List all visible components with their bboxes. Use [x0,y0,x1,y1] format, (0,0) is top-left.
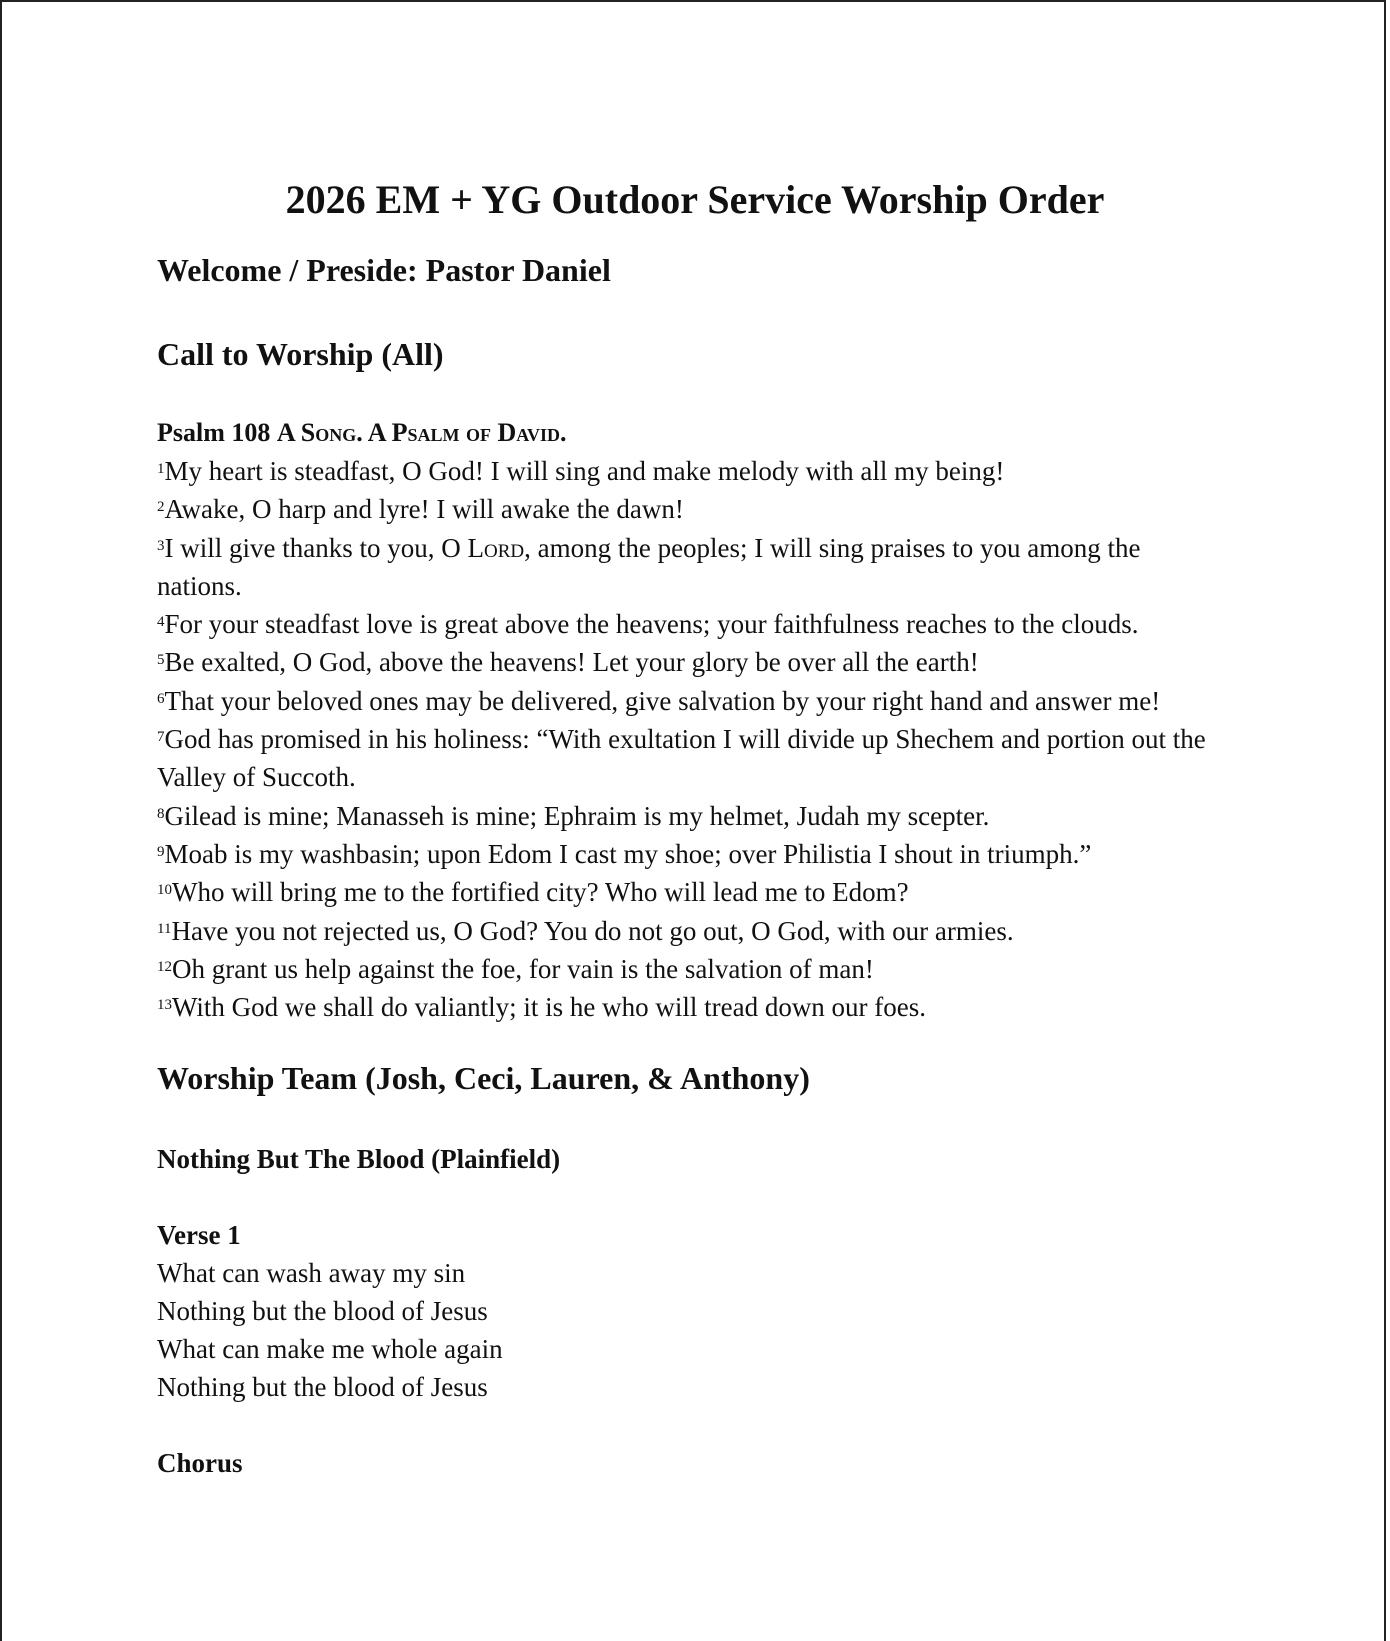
verse-label: Verse 1 [157,1220,241,1251]
verse-number: 3 [157,537,165,554]
document-title: 2026 EM + YG Outdoor Service Worship Order [285,177,1105,222]
document-content [157,172,1217,1482]
verse-text: , among the peoples; I will sing praises to you among the nations. [157,532,1141,601]
verse-text: I will give thanks to you, O [164,532,468,563]
verse-number: 12 [157,958,172,975]
chorus-label: Chorus [157,1448,243,1479]
verse-number: 5 [157,652,165,669]
verse-text: For your steadfast love is great above the heavens; your faithfulness reaches to the clouds. [164,609,1139,640]
lyric-line: What can wash away my sin [157,1258,466,1289]
verse-text: Gilead is mine; Manasseh is mine; Ephraim is my helmet, Judah my scepter. [164,800,990,831]
lord-small-caps: Lord [467,532,525,563]
verse-text: Moab is my washbasin; upon Edom I cast my shoe; over Philistia I shout in triumph.” [164,838,1092,869]
verse-line [157,873,1217,911]
verse-text: Be exalted, O God, above the heavens! Let your glory be over all the earth! [164,647,979,678]
verse-number: 2 [157,499,165,516]
verse-line [157,682,1217,720]
verse-line [157,950,1217,988]
lyric-line: What can make me whole again [157,1334,503,1365]
verse-line [157,643,1217,681]
verse-lyrics [157,1254,1217,1406]
psalm-reference: Psalm 108 [157,418,271,447]
psalm-verses [157,452,1217,1026]
call-to-worship-heading: Call to Worship (All) [157,336,444,372]
verse-number: 13 [157,997,172,1014]
verse-text: My heart is steadfast, O God! I will sing and make melody with all my being! [164,456,1005,486]
verse-line [157,452,1217,490]
verse-line [157,988,1217,1026]
worship-team-heading: Worship Team (Josh, Ceci, Lauren, & Anthony) [157,1060,810,1097]
verse-line [157,797,1217,835]
verse-number: 11 [157,920,172,937]
verse-line [157,490,1217,528]
verse-text: Have you not rejected us, O God? You do not go out, O God, with our armies. [171,915,1014,946]
verse-text: God has promised in his holiness: “With exultation I will divide up Shechem and portion out the Valley of Succoth. [157,724,1206,793]
verse-text: Awake, O harp and lyre! I will awake the dawn! [164,494,684,525]
verse-line [157,605,1217,643]
lyric-line: Nothing but the blood of Jesus [157,1296,488,1327]
verse-number: 6 [157,690,165,707]
verse-number: 1 [157,461,165,477]
psalm-subtitle: A Song. A Psalm of David. [276,418,567,447]
psalm-heading [157,414,1217,452]
verse-line [157,529,1217,606]
verse-text: That your beloved ones may be delivered, give salvation by your right hand and answer me! [164,685,1161,716]
verse-text: Oh grant us help against the foe, for vain is the salvation of man! [172,953,874,984]
lyric-line: Nothing but the blood of Jesus [157,1372,488,1403]
verse-number: 10 [157,882,172,899]
verse-line [157,912,1217,950]
verse-line [157,720,1217,797]
verse-text: With God we shall do valiantly; it is he who will tread down our foes. [172,992,927,1023]
verse-number: 8 [157,805,165,822]
welcome-heading: Welcome / Preside: Pastor Daniel [157,252,611,288]
verse-number: 7 [157,729,165,746]
verse-line [157,835,1217,873]
song-title: Nothing But The Blood (Plainfield) [157,1144,561,1175]
verse-number: 9 [157,843,165,860]
verse-text: Who will bring me to the fortified city? Who will lead me to Edom? [172,877,909,908]
verse-number: 4 [157,614,165,631]
